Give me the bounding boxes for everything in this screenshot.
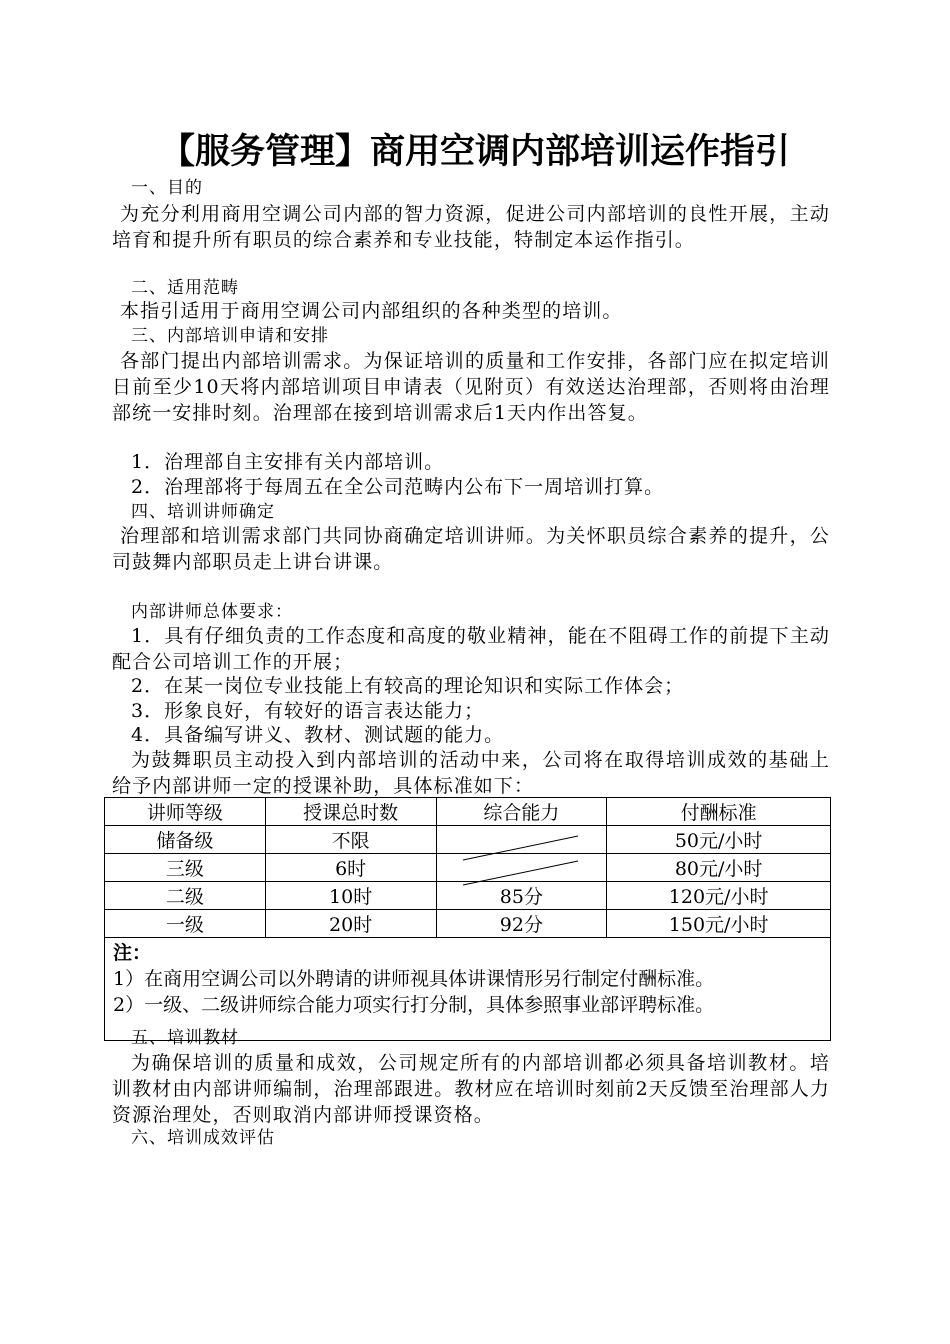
table-cell: 150元/小时	[607, 910, 831, 938]
table-cell: 6时	[265, 854, 436, 882]
header-cell: 讲师等级	[105, 798, 266, 826]
requirement-4: 4．具备编写讲义、教材、测试题的能力。	[131, 724, 505, 746]
subsidy-paragraph: 为鼓舞职员主动投入到内部培训的活动中来，公司将在取得培训成效的基础上给予内部讲师一定的授课补助，具体标准如下：	[112, 749, 830, 797]
header-cell: 付酬标准	[607, 798, 831, 826]
table-cell: 92分	[436, 910, 607, 938]
section-4-paragraph: 治理部和培训需求部门共同协商确定培训讲师。为关怀职员综合素养的提升，公司鼓舞内部职员走上讲台讲课。	[112, 525, 830, 573]
table-cell: 储备级	[105, 826, 266, 854]
teacher-requirements-heading: 内部讲师总体要求：	[131, 602, 293, 622]
section-1-paragraph: 为充分利用商用空调公司内部的智力资源，促进公司内部培训的良性开展，主动培育和提升所有职员的综合素养和专业技能，特制定本运作指引。	[112, 203, 830, 251]
section-6-heading: 六、培训成效评估	[131, 1128, 275, 1148]
document-title: 【服务管理】商用空调内部培训运作指引	[159, 131, 790, 172]
table-row	[105, 854, 831, 882]
section-2-paragraph: 本指引适用于商用空调公司内部组织的各种类型的培训。	[120, 300, 623, 322]
table-cell: 三级	[105, 854, 266, 882]
note-label: 注：	[113, 942, 152, 964]
lecturer-fee-table	[104, 797, 831, 1041]
section-5-heading: 五、培训教材	[131, 1028, 239, 1048]
table-cell: 10时	[265, 882, 436, 910]
table-cell	[436, 854, 607, 882]
table-cell: 85分	[436, 882, 607, 910]
table-row	[105, 910, 831, 938]
table-row	[105, 882, 831, 910]
table-row	[105, 826, 831, 854]
section-5-paragraph: 为确保培训的质量和成效，公司规定所有的内部培训都必须具备培训教材。培训教材由内部讲师编制，治理部跟进。教材应在培训时刻前2天反馈至治理部人力资源治理处，否则取消内部讲师授课资格。	[112, 1052, 830, 1126]
table-cell: 20时	[265, 910, 436, 938]
requirement-2: 2．在某一岗位专业技能上有较高的理论知识和实际工作体会；	[131, 675, 685, 697]
table-cell	[436, 826, 607, 854]
section-3-item-2: 2．治理部将于每周五在全公司范畴内公布下一周培训打算。	[131, 476, 665, 498]
section-3-item-1: 1．治理部自主安排有关内部培训。	[131, 451, 445, 473]
requirement-3: 3．形象良好，有较好的语言表达能力；	[131, 700, 485, 722]
table-cell: 二级	[105, 882, 266, 910]
section-2-heading: 二、适用范畴	[131, 278, 239, 298]
section-3-paragraph: 各部门提出内部培训需求。为保证培训的质量和工作安排，各部门应在拟定培训日前至少10天将内部培训项目申请表（见附页）有效送达治理部，否则将由治理部统一安排时刻。治理部在接到培训需求后1天内作出答复。	[112, 350, 830, 424]
table-header-row	[105, 798, 831, 826]
requirement-1: 1．具有仔细负责的工作态度和高度的敬业精神，能在不阻碍工作的前提下主动配合公司培训工作的开展；	[112, 625, 830, 673]
header-cell: 授课总时数	[265, 798, 436, 826]
table-cell: 80元/小时	[607, 854, 831, 882]
note-2: 2）一级、二级讲师综合能力项实行打分制，具体参照事业部评聘标准。	[113, 994, 715, 1016]
table-cell: 50元/小时	[607, 826, 831, 854]
table-cell: 不限	[265, 826, 436, 854]
table-cell: 120元/小时	[607, 882, 831, 910]
section-3-heading: 三、内部培训申请和安排	[131, 326, 329, 346]
header-cell: 综合能力	[436, 798, 607, 826]
table-cell: 一级	[105, 910, 266, 938]
section-4-heading: 四、培训讲师确定	[131, 502, 275, 522]
note-1: 1）在商用空调公司以外聘请的讲师视具体讲课情形另行制定付酬标准。	[113, 968, 715, 990]
section-1-heading: 一、目的	[131, 178, 203, 198]
